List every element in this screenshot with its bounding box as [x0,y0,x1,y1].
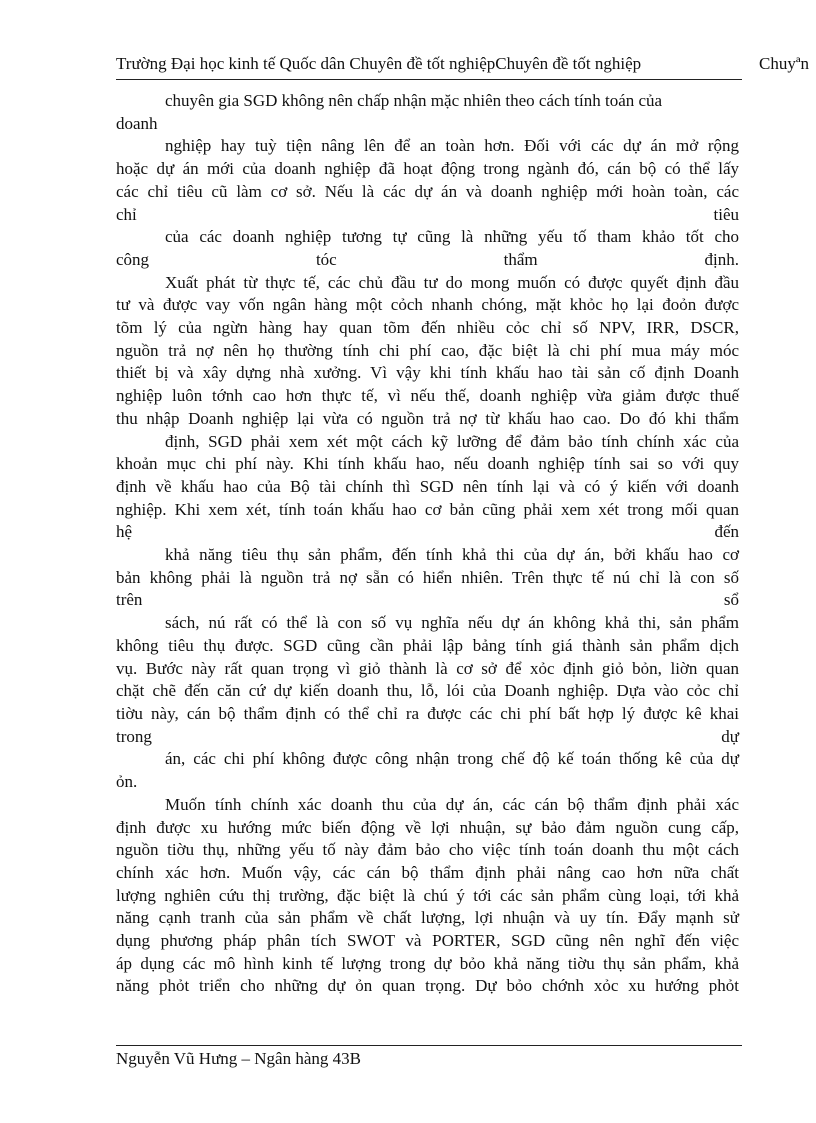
text-line: hoặc dự án mới của doanh nghiệp đã hoạt động trong ngành đó, cán bộ có thể lấy [116,159,739,179]
text-line: doanh [116,113,158,133]
footer-author: Nguyễn Vũ Hưng – Ngân hàng 43B [116,1049,361,1068]
text-line: chặt chẽ đến căn cứ dự kiến doanh thu, lỗ, lói của Doanh nghiệp. Dựa vào cỏc chỉ [116,681,739,701]
text-line: công tóc thẩm định. [116,249,739,269]
text-line: bản không phải là nguồn trả nợ sẵn có hiển nhiên. Trên thực tế nú chỉ là con số [116,567,739,587]
text-line: nguồn tiờu thụ, những yếu tố này đảm bảo cho việc tính toán doanh thu một cách [116,840,739,860]
text-line: của các doanh nghiệp tương tự cũng là những yếu tố tham khảo tốt cho [165,227,739,247]
text-line: định về khấu hao của Bộ tài chính thì SGD nên tính lại và có ý kiến với doanh [116,476,739,496]
text-line: chính xác hơn. Muốn vậy, các cán bộ thẩm định phải nâng cao hơn nữa chất [116,862,739,882]
text-line: ỏn. [116,772,138,792]
page-header [116,54,816,80]
text-line: các chỉ tiêu cũ làm cơ sở. Nếu là các dự án và doanh nghiệp mới hoàn toàn, các [116,181,739,201]
header-title: Trường Đại học kinh tế Quốc dân Chuyên đề tốt nghiệpChuyên đề tốt nghiệp [116,54,642,73]
text-line: định được xu hướng mức biến động về lợi nhuận, sự bảo đảm nguồn cung cấp, [116,817,739,837]
text-line: định, SGD phải xem xét một cách kỹ lưỡng để đảm bảo tính chính xác của [165,431,739,451]
text-line: trong dự [116,726,739,746]
text-line: án, các chi phí không được công nhận trong chế độ kế toán thống kê của dự [165,749,739,769]
text-line: nguồn trả nợ nên họ thường tính chi phí cao, đặc biệt là chi phí mua máy móc [116,340,739,360]
text-line: nghiệp. Khi xem xét, tính toán khấu hao cơ bản cũng phải xem xét trong mối quan [116,499,739,519]
body-text [116,90,739,998]
text-line: thu nhập Doanh nghiệp lại vừa có nguồn trả nợ từ khấu hao cao. Do đó khi thẩm [116,408,739,428]
text-line: nghiệp hay tuỳ tiện nâng lên để an toàn hơn. Đối với các dự án mở rộng [165,136,739,156]
footer-rule [116,1045,742,1046]
text-line: Muốn tính chính xác doanh thu của dự án, các cán bộ thẩm định phải xác [165,794,739,814]
text-line: không tiêu thụ được. SGD cũng cần phải lập bảng tính giá thành sản phẩm dịch [116,635,739,655]
text-line: chỉ tiêu [116,204,739,224]
text-line: chuyên gia SGD không nên chấp nhận mặc nhiên theo cách tính toán của [165,91,663,110]
header-cut-text: Chuyªn [759,54,810,73]
text-line: tư và được vay vốn ngân hàng một cỏch nhanh chóng, mặt khỏc họ lại đoỏn được [116,295,739,315]
text-line: khả năng tiêu thụ sản phẩm, đến tính khả thi của dự án, bởi khấu hao cơ [165,545,739,565]
text-line: Xuất phát từ thực tế, các chủ đầu tư do mong muốn có được quyết định đầu [165,272,739,292]
text-line: vụ. Bước này rất quan trọng vì giỏ thành là cơ sở để xỏc định giỏ bỏn, liờn quan [116,658,739,678]
text-line: dụng phương pháp phân tích SWOT và PORTER, SGD cũng nên nghĩ đến việc [116,931,739,951]
text-line: áp dụng các mô hình kinh tế lượng trong dự bỏo khả năng tiờu thụ sản phẩm, khả [116,953,739,973]
text-line: nghiệp luôn tớnh cao hơn thực tế, vì nếu thế, doanh nghiệp vừa giảm được thuế [116,386,739,406]
text-line: tõm lý của ngừn hàng hay quan tõm đến nhiều cỏc chỉ số NPV, IRR, DSCR, [116,318,739,338]
text-line: năng phỏt triển cho những dự ỏn quan trọng. Dự bỏo chớnh xỏc xu hướng phỏt [116,976,739,996]
text-line: hệ đến [116,522,739,542]
text-line: thiết bị và xây dựng nhà xưởng. Vì vậy khi tính khấu hao tài sản cố định Doanh [116,363,739,383]
text-line: sách, nú rất có thể là con số vụ nghĩa nếu dự án không khả thi, sản phẩm [165,613,739,633]
header-rule [116,79,742,80]
text-line: khoản mục chi phí này. Khi tính khấu hao, nếu doanh nghiệp tính sai so với quy [116,454,739,474]
text-line: lượng nghiên cứu thị trường, đặc biệt là chú ý tới các sản phẩm cùng loại, tới khả [116,885,739,905]
text-line: năng cạnh tranh của sản phẩm về chất lượng, lợi nhuận và uy tín. Đẩy mạnh sử [116,908,739,928]
text-line: trên sổ [116,590,739,610]
text-line: tiờu này, cán bộ thẩm định có thể chỉ ra được các chi phí bất hợp lý được kê khai [116,703,739,723]
